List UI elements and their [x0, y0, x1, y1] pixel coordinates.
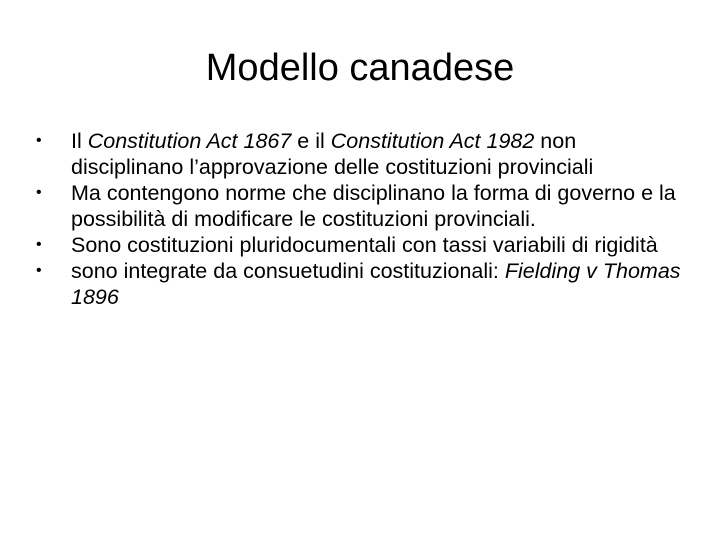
bullet-icon: • — [36, 184, 42, 201]
text-run: non disciplinano l’approvazione delle costituzioni provinciali — [71, 129, 594, 179]
italic-text-run: Constitution Act 1867 — [87, 129, 292, 153]
bullet-item-constitution-acts — [36, 128, 686, 180]
bullet-icon: • — [36, 132, 42, 149]
bullet-item-forma-di-governo — [36, 180, 686, 232]
text-run: e il — [291, 129, 331, 153]
text-run: Sono costituzioni pluridocumentali con tassi variabili di rigidità — [71, 233, 658, 257]
bullet-text — [71, 259, 681, 309]
italic-text-run: Constitution Act 1982 — [330, 129, 535, 153]
italic-text-run: Fielding v Thomas 1896 — [71, 259, 681, 309]
bullet-text — [71, 129, 593, 179]
bullet-item-pluridocumentali — [36, 232, 686, 258]
bullet-icon: • — [36, 262, 42, 279]
text-run: Ma contengono norme che disciplinano la forma di governo e la possibilità di modificare le costituzioni provinciali. — [71, 181, 676, 231]
bullet-text — [71, 233, 658, 257]
bullet-list — [36, 128, 686, 310]
text-run: sono integrate da consuetudini costituzionali: — [71, 259, 505, 283]
bullet-item-consuetudini — [36, 258, 686, 310]
slide-title: Modello canadese — [205, 47, 515, 89]
bullet-icon: • — [36, 236, 42, 253]
text-run: Il — [71, 129, 88, 153]
bullet-text — [71, 181, 676, 231]
